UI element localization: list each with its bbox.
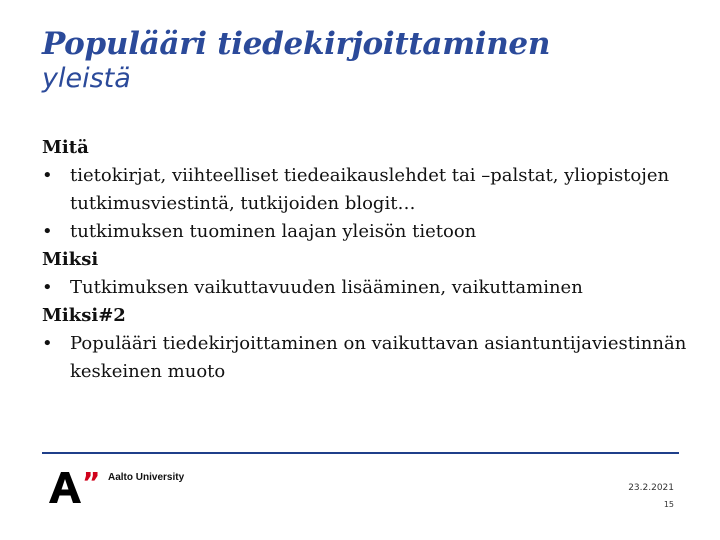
bullet-text: Tutkimuksen vaikuttavuuden lisääminen, vaikuttaminen [70, 277, 583, 298]
bullet-item [42, 218, 692, 246]
aalto-a-logo-icon [48, 470, 82, 504]
bullet-icon: • [42, 221, 53, 242]
bullet-text: Populääri tiedekirjoittaminen on vaikuttavan asiantuntijaviestinnän keskeinen muoto [70, 333, 687, 382]
slide-title: Populääri tiedekirjoittaminen [42, 26, 551, 62]
bullet-icon: • [42, 277, 53, 298]
footer-divider [42, 452, 679, 454]
bullet-item [42, 162, 692, 218]
bullet-item [42, 330, 692, 386]
bullet-icon: • [42, 165, 53, 186]
bullet-text: tietokirjat, viihteelliset tiedeaikauslehdet tai –palstat, yliopistojen tutkimusviestintä, tutkijoiden blogit… [70, 165, 670, 214]
bullet-item [42, 274, 692, 302]
slide-subtitle: yleistä [42, 63, 131, 94]
slide-title-block [42, 24, 682, 94]
footer-date: 23.2.2021 [628, 483, 674, 493]
bullet-icon: • [42, 333, 53, 354]
section-heading-miksi: Miksi [42, 249, 99, 270]
section-heading-mita: Mitä [42, 137, 89, 158]
page-number: 15 [663, 500, 674, 509]
slide-body [42, 134, 692, 386]
bullet-text: tutkimuksen tuominen laajan yleisön tietoon [70, 221, 477, 242]
aalto-quote-icon: ” [82, 466, 101, 499]
logo-text: Aalto University [108, 472, 185, 483]
section-heading-miksi-2: Miksi#2 [42, 305, 126, 326]
